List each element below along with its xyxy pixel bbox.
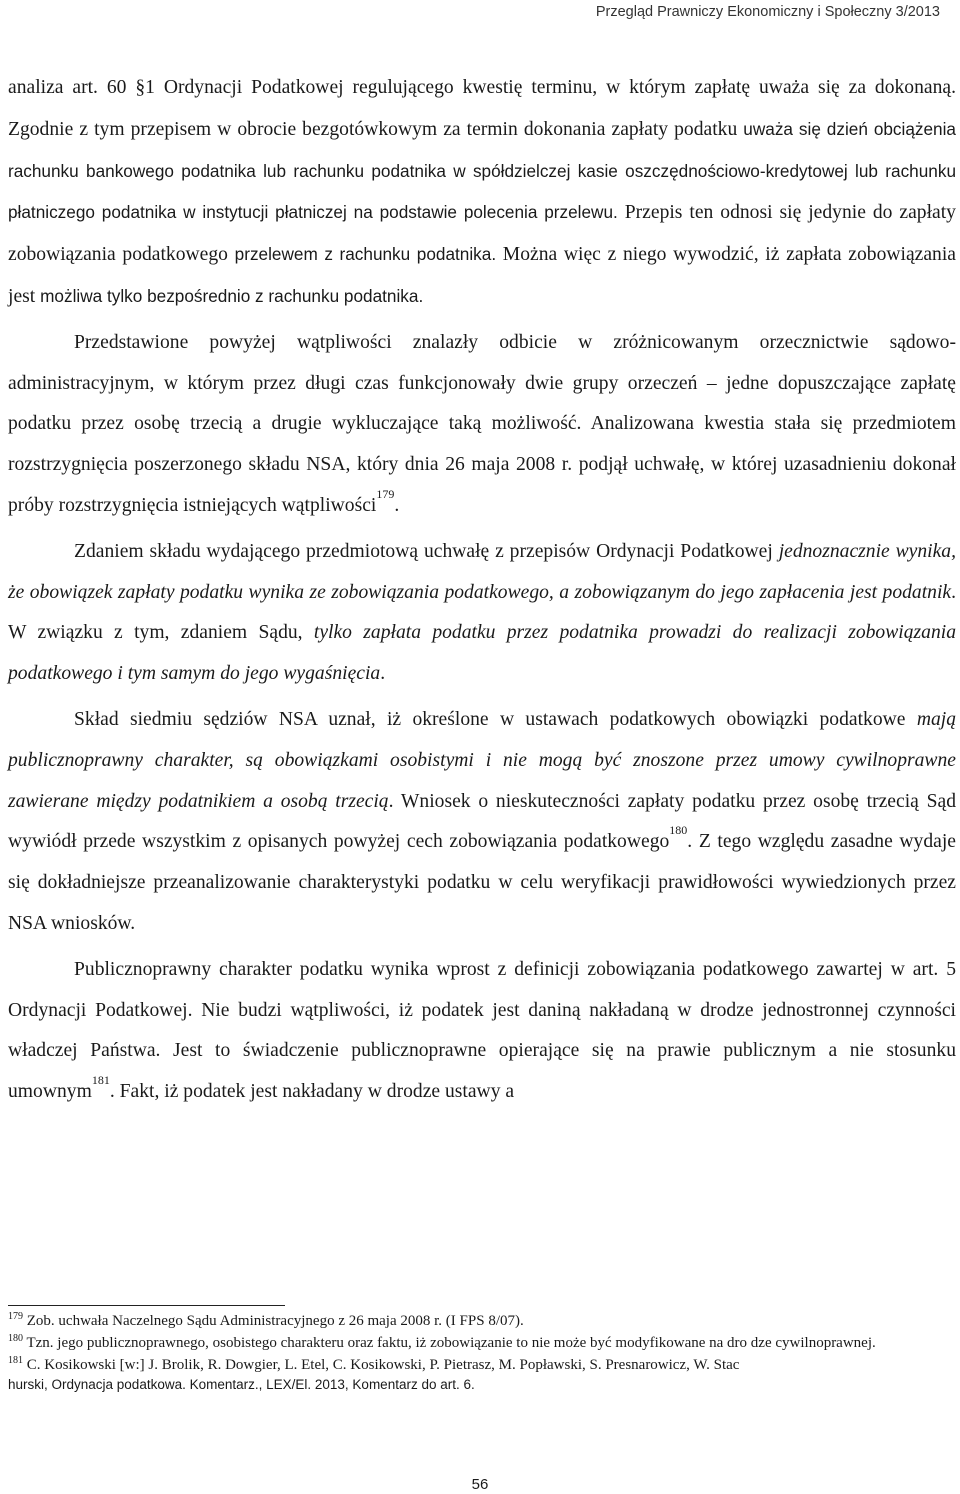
paragraph-text: Przedstawione powyżej wątpliwości znalazły odbicie w zróżnicowanym orzecznictwie sądowo-administracyjnym, w którym przez długi czas funkcjonowały dwie grupy orzeczeń – jedne dopuszczające zapłatę podatku przez osobę trzecią a drugie wykluczające taką możliwość. Analizowana kwestia stała się przedmiotem rozstrzygnięcia poszerzonego składu NSA, który dnia 26 maja 2008 r. podjął uchwałę, w której uzasadnieniu dokonał próby rozstrzygnięcia istniejących wątpliwości [8, 331, 956, 516]
paragraph-text: . [380, 663, 386, 685]
footnote-separator [8, 1305, 285, 1306]
footnote-text: Tzn. jego publicznoprawnego, osobistego charakteru oraz faktu, iż zobowiązanie to nie może być modyfikowane na dro dze cywilnoprawnej. [23, 1335, 876, 1351]
paragraph-text: . Wniosek o nieskuteczności zapłaty podatku przez osobę trzecią Sąd wywiódł przede wszystkim z opisanych powyżej cech zobowiązania podatkowego [8, 790, 956, 853]
footnote-179 [8, 1312, 956, 1331]
paragraph-3 [8, 532, 956, 695]
footnote-number: 179 [8, 1311, 23, 1322]
paragraph-text: . W związku z tym, zdaniem Sądu, [8, 581, 956, 644]
footnote-ref: 181 [91, 1073, 110, 1088]
paragraph-text: . Z tego względu zasadne wydaje się dokładniejsze przeanalizowanie charakterystyki podatku w celu weryfikacji prawidłowości wywiedzionych przez NSA wniosków. [8, 831, 956, 934]
italic-quote: mają publicznoprawny charakter, są obowiązkami osobistymi i nie mogą być znoszone przez umowy cywilnoprawne zawierane między podatnikiem a osobą trzecią [8, 708, 956, 812]
paragraph-text: . [394, 494, 400, 516]
footnote-number: 181 [8, 1355, 23, 1366]
footnote-ref: 179 [376, 486, 395, 501]
footnote-180 [8, 1334, 956, 1353]
footnotes [8, 1312, 956, 1398]
paragraph-text: przelewem z rachunku podatnika. [234, 244, 497, 265]
paragraph-text: Zdaniem składu wydającego przedmiotową uchwałę z przepisów Ordynacji Podatkowej [74, 540, 779, 562]
paragraph-text: analiza art. 60 §1 Ordynacji Podatkowej regulującego kwestię terminu, w którym zapłatę uważa się za dokonaną. Zgodnie z tym przepisem w obrocie bezgotówkowym za termin dokonania zapłaty podatku [8, 77, 956, 140]
footnote-181 [8, 1356, 956, 1395]
italic-quote: tylko zapłata podatku przez podatnika prowadzi do realizacji zobowiązania podatkowego i tym samym do jego wygaśnięcia [8, 622, 956, 685]
paragraph-text: Skład siedmiu sędziów NSA uznał, iż określone w ustawach podatkowych obowiązki podatkowe [74, 708, 917, 730]
paragraph-text: możliwa tylko bezpośrednio z rachunku podatnika. [40, 285, 424, 306]
page-number: 56 [471, 1476, 489, 1493]
paragraph-text: Przepis ten odnosi się jedynie do zapłaty zobowiązania podatkowego [8, 202, 956, 266]
paragraph-1 [8, 68, 956, 318]
footnote-ref: 180 [669, 823, 688, 838]
footnote-text: Zob. uchwała Naczelnego Sądu Administracyjnego z 26 maja 2008 r. (I FPS 8/07). [23, 1313, 524, 1329]
paragraph-text: . Fakt, iż podatek jest nakładany w drodze ustawy a [109, 1081, 515, 1103]
paragraph-text: uważa się dzień obciążenia rachunku bankowego podatnika lub rachunku podatnika w spółdzielczej kasie oszczędnościowo-kredytowej lub rachunku płatniczego podatnika w instytucji płatniczej na podstawie polecenia przelewu. [8, 118, 956, 223]
italic-quote: jednoznacznie wynika, że obowiązek zapłaty podatku wynika ze zobowiązania podatkowego, a zobowiązanym do jego zapłacenia jest podatnik [8, 540, 956, 603]
paragraph-4 [8, 700, 956, 945]
paragraph-2 [8, 323, 956, 527]
paragraph-5 [8, 950, 956, 1113]
footnote-number: 180 [8, 1333, 23, 1344]
paragraph-text: Można więc z niego wywodzić, iż zapłata zobowiązania jest [8, 244, 956, 307]
journal-header: Przegląd Prawniczy Ekonomiczny i Społeczny 3/2013 [595, 4, 940, 20]
footnote-text: hurski, Ordynacja podatkowa. Komentarz., LEX/El. 2013, Komentarz do art. 6. [8, 1377, 475, 1392]
footnote-text: C. Kosikowski [w:] J. Brolik, R. Dowgier, L. Etel, C. Kosikowski, P. Pietrasz, M. Popławski, S. Presnarowicz, W. Stac [23, 1357, 740, 1373]
article-body [8, 68, 956, 1118]
paragraph-text: Publicznoprawny charakter podatku wynika wprost z definicji zobowiązania podatkowego zawartej w art. 5 Ordynacji Podatkowej. Nie budzi wątpliwości, iż podatek jest daniną nakładaną w drodze jednostronnej czynności władczej Państwa. Jest to świadczenie publicznoprawne opierające się na prawie publicznym a nie stosunku umownym [8, 958, 956, 1103]
